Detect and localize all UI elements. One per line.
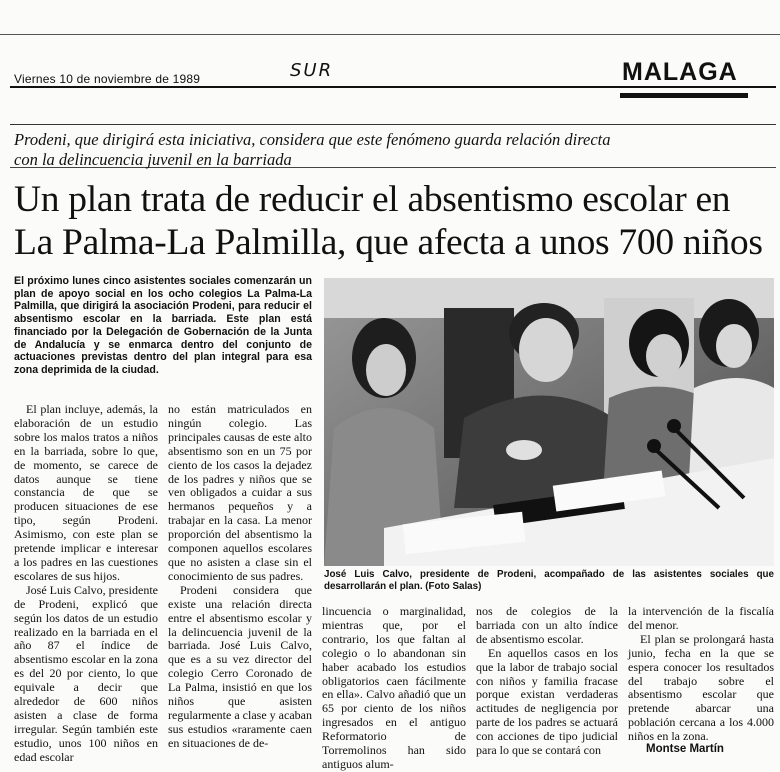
paragraph: nos de colegios de la barriada con un alto índice de absentismo escolar.: [476, 604, 618, 646]
section-title: MALAGA: [622, 58, 738, 86]
paragraph: Prodeni considera que existe una relación directa entre el absentismo escolar y la delincuencia juvenil de la barriada. José Luis Calvo, que es a su vez director del colegio Cerro Coronado de La Palma, insistió en que los niños que asisten regularmente a clase y acaban sus estudios «raramente caen en situaciones de de-: [168, 582, 312, 750]
paragraph: En aquellos casos en los que la labor de trabajo social con niños y familia fracase porque existan verdaderas actitudes de negligencia por parte de los padres se actuará con acciones de tipo judicial para lo que se contará con: [476, 645, 618, 758]
photo-illustration: [324, 278, 774, 566]
article-column-2: [168, 403, 312, 751]
paragraph: El plan incluye, además, la elaboración de un estudio sobre los malos tratos a niños en la barriada, sobre lo que, de momento, se carece de datos aunque se tiene constancia de que se producen situaciones de ese tipo, según Prodeni. Asimismo, con este plan se pretende implicar e interesar a los padres en las cuestiones escolares de sus hijos.: [14, 402, 158, 583]
photo-caption: José Luis Calvo, presidente de Prodeni, acompañado de las asistentes sociales que desarrollarán el plan. (Foto Salas): [324, 569, 774, 592]
section-underline: [620, 93, 748, 98]
article-subtitle: Prodeni, que dirigirá esta iniciativa, considera que este fenómeno guarda relación directa con la delincuencia juvenil en la barriada: [14, 130, 611, 169]
paragraph: José Luis Calvo, presidente de Prodeni, explicó que según los datos de un estudio realizado en la barriada en el año 87 el índice de absentismo escolar en la zona es del 20 por ciento, lo que equivale a decir que alrededor de 600 niños asisten a clase de forma irregular. Según también este estudio, unos 100 niños en edad escolar: [14, 582, 158, 764]
paragraph: la intervención de la fiscalía del menor.: [628, 604, 774, 632]
handwritten-note: SUR: [290, 60, 334, 81]
article-headline: Un plan trata de reducir el absentismo escolar en La Palma-La Palmilla, que afecta a unos 700 niños: [14, 179, 763, 263]
article-column-1: [14, 403, 158, 765]
subtitle-top-rule: [10, 124, 776, 125]
dateline: Viernes 10 de noviembre de 1989: [14, 72, 201, 86]
article-column-4: [476, 605, 618, 758]
byline: Montse Martín: [646, 743, 724, 755]
top-rule: [0, 34, 780, 35]
paragraph: El plan se prolongará hasta junio, fecha en la que se espera conocer los resultados del trabajo sobre el absentismo escolar que pretende abarcar una población cercana a los 4.000 niños en la zona.: [628, 631, 774, 744]
paragraph: no están matriculados en ningún colegio. Las principales causas de este alto absentismo son en un 75 por ciento de los casos la dejadez de los padres y niños que se ven obligados a cuidar a sus hermanos pequeños y a trabajar en la casa. La menor proporción del absentismo la componen aquellos escolares que no asisten a clase sin el conocimiento de sus padres.: [168, 402, 312, 583]
article-column-3: [322, 605, 466, 772]
article-lede: El próximo lunes cinco asistentes sociales comenzarán un plan de apoyo social en los ocho colegios La Palma-La Palmilla, que dirigirá la asociación Prodeni, para reducir el absentismo escolar en la barriada. Este plan está financiado por la Delegación de Gobernación de la Junta de Andalucía y se enmarca dentro del conjunto de actuaciones previstas dentro del plan integral para esa zona deprimida de la ciudad.: [14, 275, 312, 376]
article-column-5: [628, 605, 774, 744]
paragraph: lincuencia o marginalidad, mientras que, por el contrario, los que faltan al colegio o lo abandonan sin haber acabado los estudios obligatorios caen fácilmente en ella». Calvo añadió que un 65 por ciento de los niños ingresados en el antiguo Reformatorio de Torremolinos han sido antiguos alum-: [322, 604, 466, 771]
article-photo: [324, 278, 774, 566]
